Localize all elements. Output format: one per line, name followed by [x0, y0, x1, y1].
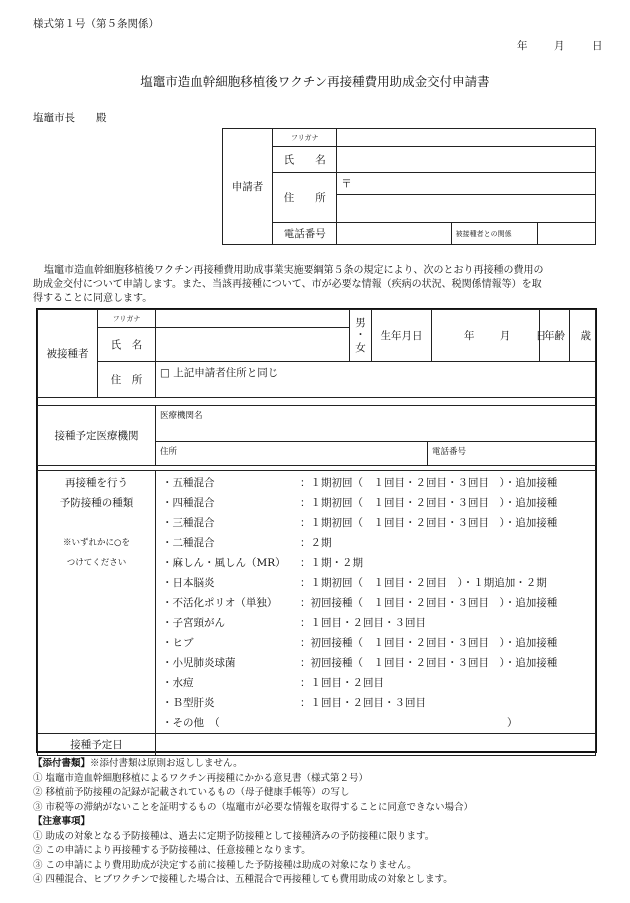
recipient-address-label: 住 所: [98, 362, 156, 398]
vaccine-section-label: [38, 471, 156, 734]
vaccine-table: [37, 470, 596, 756]
attachments-heading-line: [33, 757, 473, 772]
recipient-furigana-field[interactable]: [156, 310, 350, 328]
age-label: 年齢: [540, 310, 570, 362]
applicant-phone-label: 電話番号: [273, 223, 337, 245]
vaccine-detail: ：１期初回（ １回目・２回目・３回目 ）・追加接種: [300, 497, 558, 509]
vaccine-note-line-1: ※いずれかに○を: [63, 538, 130, 548]
applicant-relation-label: 被接種者との関係: [451, 223, 537, 245]
attachment-item: ② 移植前予防接種の記録が記載されているもの（母子健康手帳等）の写し: [33, 787, 350, 798]
vaccine-name: ・不活化ポリオ（単独）: [162, 597, 278, 609]
attachments-heading: 【添付書類】: [33, 758, 91, 769]
intro-line-3: 得することに同意します。: [33, 293, 153, 304]
applicant-phone-field[interactable]: [337, 223, 451, 245]
recipient-name-label: 氏 名: [98, 328, 156, 362]
vaccine-detail: ：１期初回（ １回目・２回目 ）・１期追加・２期: [300, 577, 547, 589]
recipient-section-label: 被接種者: [38, 310, 98, 398]
sex-separator: ・: [355, 329, 366, 342]
vaccine-name: ・二種混合: [162, 537, 215, 549]
vaccine-label-line-2: 予防接種の種類: [59, 497, 134, 509]
postal-mark: 〒: [341, 178, 352, 190]
vaccine-name: ・日本脳炎: [162, 577, 215, 589]
vaccine-row[interactable]: [162, 473, 595, 493]
vaccine-row[interactable]: [162, 573, 595, 593]
birth-year-label: 年: [464, 330, 475, 342]
attachment-item: ③ 市税等の滞納がないことを証明するもの（塩竈市が必要な情報を取得することに同意できない場合）: [33, 801, 474, 813]
applicant-furigana-label: フリガナ: [273, 129, 337, 147]
vaccine-detail: ：１期初回（ １回目・２回目・３回目 ）・追加接種: [300, 477, 558, 489]
recipient-table: [37, 309, 596, 398]
form-number: 様式第１号（第５条関係）: [33, 18, 159, 30]
vaccine-detail: ：初回接種（ １回目・２回目・３回目 ）・追加接種: [300, 637, 558, 649]
vaccine-name: ・三種混合: [162, 517, 215, 529]
applicant-relation-field[interactable]: [537, 223, 595, 245]
vaccine-detail: ：１回目・２回目・３回目: [300, 617, 426, 629]
intro-line-1: 塩竈市造血幹細胞移植後ワクチン再接種費用助成事業実施要綱第５条の規定により、次のとおり再接種の費用の: [44, 265, 544, 276]
birth-month-label: 月: [499, 330, 511, 342]
vaccine-row[interactable]: [162, 653, 595, 673]
vaccine-name: ・五種混合: [162, 477, 215, 489]
clinic-phone-field[interactable]: [428, 442, 596, 466]
note-item: ④ 四種混合、ヒブワクチンで接種した場合は、五種混合で再接種しても費用助成の対象とします。: [33, 874, 453, 885]
vaccine-row[interactable]: [162, 713, 595, 733]
vaccine-row[interactable]: [162, 593, 595, 613]
date-day-label: 日: [592, 40, 603, 52]
vaccine-name: ・麻しん・風しん（MR）: [162, 557, 286, 569]
clinic-address-field[interactable]: [156, 442, 428, 466]
vaccine-row[interactable]: [162, 613, 595, 633]
vaccine-list: [156, 471, 596, 734]
recipient-furigana-label: フリガナ: [98, 310, 156, 328]
addressee: 塩竈市長 殿: [33, 112, 107, 124]
vaccine-row[interactable]: [162, 513, 595, 533]
same-address-checkbox[interactable]: □ 上記申請者住所と同じ: [160, 367, 279, 379]
clinic-table: [37, 405, 596, 466]
birthdate-field[interactable]: [432, 310, 547, 362]
note-item: ② この申請により再接種する予防接種は、任意接種となります。: [33, 845, 311, 856]
age-unit: 歳: [580, 330, 591, 342]
clinic-phone-label: 電話番号: [432, 447, 467, 457]
clinic-address-label: 住所: [160, 447, 178, 457]
applicant-name-label: 氏 名: [273, 147, 337, 173]
applicant-address-field[interactable]: [337, 195, 596, 223]
applicant-name-field[interactable]: [337, 147, 596, 173]
vaccine-name: ・小児肺炎球菌: [162, 657, 236, 669]
vaccine-note-line-2: つけてください: [66, 558, 127, 568]
vaccine-name: ・ヒブ: [162, 637, 194, 649]
sex-male-label: 男: [355, 317, 366, 330]
vaccine-detail: ：１期・２期: [300, 557, 363, 569]
vaccine-detail: ）: [507, 717, 518, 729]
applicant-postal-field[interactable]: [337, 173, 596, 195]
intro-line-2: 助成金交付について申請します。また、当該再接種について、市が必要な情報（疾病の状況、税関係情報等）を取: [33, 279, 542, 290]
vaccine-detail: ：初回接種（ １回目・２回目・３回目 ）・追加接種: [300, 657, 558, 669]
birthdate-label: 生年月日: [372, 310, 432, 362]
vaccine-detail: ：１回目・２回目: [300, 677, 384, 689]
vaccine-row[interactable]: [162, 673, 595, 693]
recipient-name-field[interactable]: [156, 328, 350, 362]
vaccine-row[interactable]: [162, 533, 595, 553]
recipient-sex-selector[interactable]: [350, 310, 372, 362]
schedule-date-label: 接種予定日: [38, 734, 156, 756]
vaccine-detail: ：１回目・２回目・３回目: [300, 697, 426, 709]
clinic-name-field[interactable]: [156, 406, 596, 442]
vaccine-name: ・水痘: [162, 677, 194, 689]
recipient-address-field[interactable]: [156, 362, 596, 398]
attachment-item: ① 塩竈市造血幹細胞移植によるワクチン再接種にかかる意見書（様式第２号）: [33, 772, 369, 784]
vaccine-detail: ：２期: [300, 537, 332, 549]
applicant-address-label: 住 所: [273, 173, 337, 223]
vaccine-row[interactable]: [162, 693, 595, 713]
schedule-date-field[interactable]: [156, 734, 596, 756]
vaccine-name: ・子宮頸がん: [162, 617, 225, 629]
notes-heading: 【注意事項】: [33, 816, 91, 827]
vaccine-row[interactable]: [162, 553, 595, 573]
vaccine-name: ・四種混合: [162, 497, 215, 509]
clinic-section-label: 接種予定医療機関: [38, 406, 156, 466]
age-field[interactable]: [570, 310, 596, 362]
vaccine-name: ・Ｂ型肝炎: [162, 697, 215, 709]
note-item: ③ この申請により費用助成が決定する前に接種した予防接種は助成の対象になりません。: [33, 859, 417, 871]
applicant-section-label: 申請者: [223, 129, 273, 245]
footer-section: [33, 757, 473, 888]
clinic-name-label: 医療機関名: [160, 411, 203, 421]
note-item: ① 助成の対象となる予防接種は、過去に定期予防接種として接種済みの予防接種に限ります。: [33, 830, 435, 842]
document-title: 塩竈市造血幹細胞移植後ワクチン再接種費用助成金交付申請書: [140, 74, 490, 89]
birth-day-label: 日: [535, 330, 547, 342]
vaccine-detail: ：１期初回（ １回目・２回目・３回目 ）・追加接種: [300, 517, 558, 529]
vaccine-name: ・その他 （: [162, 717, 220, 729]
sex-female-label: 女: [355, 341, 366, 354]
vaccine-label-line-1: 再接種を行う: [65, 477, 128, 489]
vaccine-detail: ：初回接種（ １回目・２回目・３回目 ）・追加接種: [300, 597, 558, 609]
vaccine-row[interactable]: [162, 633, 595, 653]
applicant-furigana-field[interactable]: [337, 129, 596, 147]
attachments-heading-note: ※添付書類は原則お返ししません。: [90, 758, 243, 769]
date-year-label: 年: [517, 40, 528, 52]
applicant-table: [222, 128, 596, 245]
vaccine-row[interactable]: [162, 493, 595, 513]
date-month-label: 月: [554, 40, 565, 52]
